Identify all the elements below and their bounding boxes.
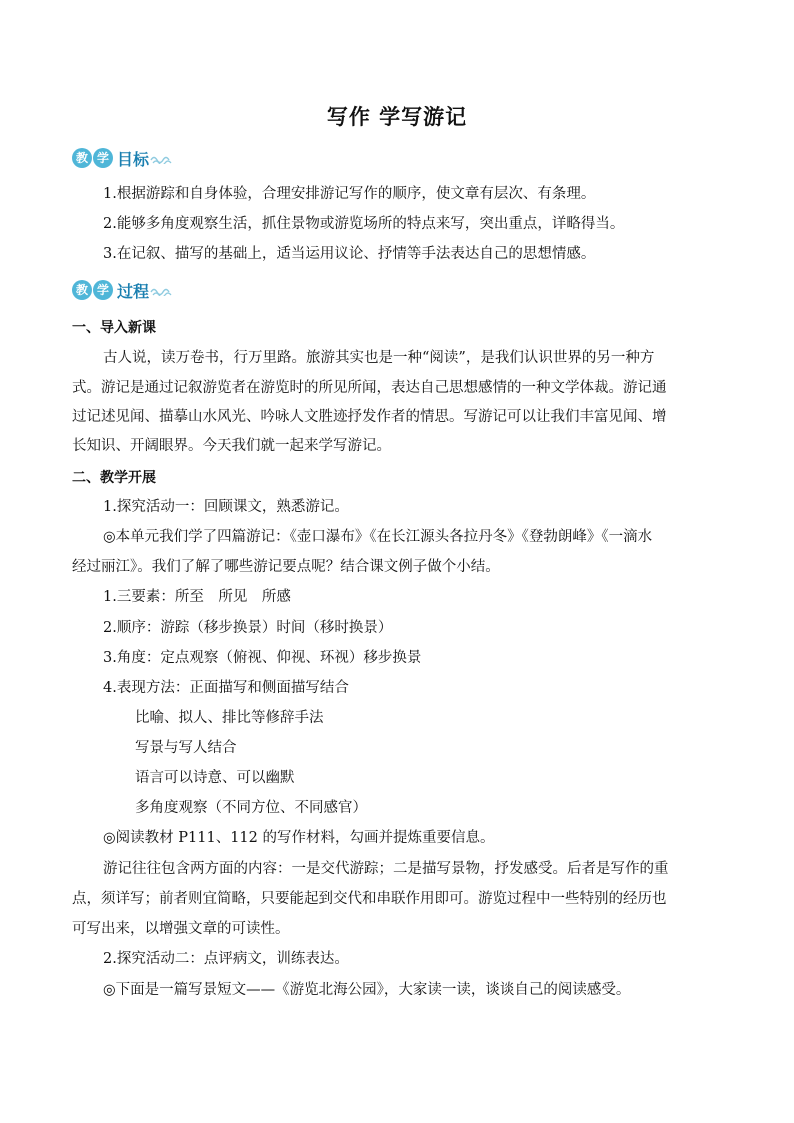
sub-point-item: 多角度观察（不同方位、不同感官） bbox=[135, 800, 367, 816]
final-line: ◎下面是一篇写景短文——《游览北海公园》，大家读一读，谈谈自己的阅读感受。 bbox=[103, 982, 631, 998]
wave-icon bbox=[150, 152, 172, 164]
badge-char: 教 bbox=[72, 148, 92, 168]
activity-two: 2.探究活动二：点评病文，训练表达。 bbox=[103, 951, 349, 967]
point-item: 3.角度：定点观察（俯视、仰视、环视）移步换景 bbox=[103, 650, 422, 666]
paragraph-line: 可写出来，以增强文章的可读性。 bbox=[72, 921, 290, 937]
goals-badge bbox=[72, 148, 114, 168]
goals-heading-text: 目标 bbox=[117, 149, 150, 169]
paragraph-line: 点，须详写；前者则宜简略，只要能起到交代和串联作用即可。游览过程中一些特别的经历也 bbox=[72, 891, 667, 907]
badge-char: 学 bbox=[93, 148, 113, 168]
paragraph-line: 经过丽江》。我们了解了哪些游记要点呢？结合课文例子做个小结。 bbox=[72, 559, 500, 575]
paragraph-line: 式。游记是通过记叙游览者在游览时的所见所闻，表达自己思想感情的一种文学体裁。游记通 bbox=[72, 380, 667, 396]
process-heading-text: 过程 bbox=[117, 281, 150, 301]
goal-item: 2.能够多角度观察生活，抓住景物或游览场所的特点来写，突出重点，详略得当。 bbox=[103, 216, 625, 232]
read-note: ◎阅读教材 P111、112 的写作材料，勾画并提炼重要信息。 bbox=[103, 830, 495, 846]
part2-title: 二、教学开展 bbox=[72, 470, 156, 486]
paragraph-line: ◎本单元我们学了四篇游记：《壶口瀑布》《在长江源头各拉丹冬》《登勃朗峰》《一滴水 bbox=[103, 529, 653, 545]
sub-point-item: 比喻、拟人、排比等修辞手法 bbox=[135, 710, 324, 726]
sub-point-item: 写景与写人结合 bbox=[135, 740, 237, 756]
paragraph-line: 古人说，读万卷书，行万里路。旅游其实也是一种“阅读”，是我们认识世界的另一种方 bbox=[103, 350, 655, 366]
process-badge bbox=[72, 280, 114, 300]
sub-point-item: 语言可以诗意、可以幽默 bbox=[135, 770, 295, 786]
process-heading bbox=[72, 277, 172, 303]
wave-icon bbox=[150, 284, 172, 296]
paragraph-line: 长知识、开阔眼界。今天我们就一起来学写游记。 bbox=[72, 438, 391, 454]
goal-item: 3.在记叙、描写的基础上，适当运用议论、抒情等手法表达自己的思想情感。 bbox=[103, 246, 596, 262]
page-title: 写作 学写游记 bbox=[326, 105, 468, 129]
point-item: 1.三要素：所至 所见 所感 bbox=[103, 589, 291, 605]
activity-one: 1.探究活动一：回顾课文，熟悉游记。 bbox=[103, 499, 349, 515]
badge-char: 学 bbox=[93, 280, 113, 300]
paragraph-line: 过记述见闻、描摹山水风光、吟咏人文胜迹抒发作者的情思。写游记可以让我们丰富见闻、增 bbox=[72, 409, 667, 425]
goal-item: 1.根据游踪和自身体验，合理安排游记写作的顺序，使文章有层次、有条理。 bbox=[103, 186, 596, 202]
point-item: 2.顺序：游踪（移步换景）时间（移时换景） bbox=[103, 620, 393, 636]
goals-heading bbox=[72, 145, 172, 171]
point-item: 4.表现方法：正面描写和侧面描写结合 bbox=[103, 680, 349, 696]
paragraph-line: 游记往往包含两方面的内容：一是交代游踪；二是描写景物，抒发感受。后者是写作的重 bbox=[103, 861, 669, 877]
badge-char: 教 bbox=[72, 280, 92, 300]
part1-title: 一、导入新课 bbox=[72, 320, 156, 336]
